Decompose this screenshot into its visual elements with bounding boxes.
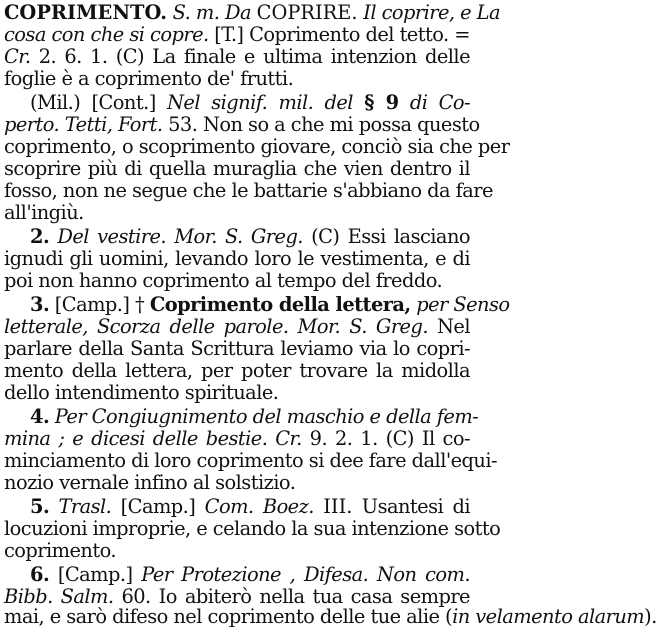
sense-number: 2.	[30, 225, 50, 248]
sense-gloss: Per Congiugnimento del maschio e della fem-	[54, 405, 479, 428]
citation-1-line	[4, 46, 470, 68]
sense-text: mento della lettera, per poter trovare la midolla	[4, 359, 470, 382]
sense-text: Essi lasciano	[347, 225, 471, 248]
entry-headline	[4, 1, 501, 24]
latin-quote: in	[452, 605, 470, 628]
sense-number: 5.	[30, 495, 50, 518]
part-of-speech: S. m.	[172, 1, 220, 24]
sense-text: ignudi gli uomini, levando loro le vestimenta, e di	[4, 247, 470, 270]
bold-phrase: Coprimento della lettera,	[149, 293, 411, 316]
sense-mil-line-6	[4, 202, 470, 224]
headword: COPRIMENTO.	[4, 1, 167, 24]
sense-tag: [Camp.]	[57, 563, 133, 586]
sense-gloss: per Senso	[416, 293, 510, 316]
citation-source: Cr.	[4, 45, 31, 68]
sense-tag: (C)	[385, 427, 414, 450]
sense-text: scoprire più di quella muraglia che vien dentro il	[4, 157, 470, 180]
sense-gloss: di Co-	[409, 91, 470, 114]
definition-continuation: cosa con che si copre.	[4, 23, 209, 46]
sense-4-line-3	[4, 449, 498, 472]
sense-5-line-3	[4, 540, 470, 562]
sense-gloss: Per Protezione , Difesa. Non com.	[141, 563, 470, 586]
sense-text: parlare della Santa Scrittura leviamo via lo copri-	[4, 337, 470, 360]
sense-3-line-3	[4, 338, 470, 360]
sense-gloss: letterale, Scorza delle parole. Mor. S. Greg.	[4, 315, 428, 338]
latin-close: ).	[644, 605, 657, 628]
sense-source: Tetti, Fort.	[64, 113, 163, 136]
sense-2-line-3	[4, 270, 470, 292]
sense-text: Io abiterò nella tua casa sempre	[158, 585, 470, 608]
sense-ref: 60.	[121, 585, 151, 608]
sense-2-line	[30, 226, 470, 248]
latin-open: (	[445, 605, 453, 628]
sense-text: nozio vernale infino al solstizio.	[4, 471, 296, 494]
sense-ref: 9. 2. 1.	[309, 427, 378, 450]
citation-ref: 2. 6. 1.	[38, 45, 108, 68]
sense-mil-line	[30, 92, 470, 114]
sense-text: Il co-	[421, 427, 470, 450]
sense-3-line-5	[4, 382, 470, 404]
sense-text: coprimento.	[4, 539, 117, 562]
sense-4-line	[30, 405, 479, 428]
definition-tag: [T.]	[214, 23, 244, 46]
sense-mil-line-3	[4, 135, 510, 158]
section-ref: § 9	[364, 91, 399, 114]
sense-text: mai, e sarò difeso nel coprimento delle tue alie	[4, 605, 440, 628]
sense-number: 4.	[30, 405, 50, 428]
sense-gloss: Nel signif. mil. del	[166, 91, 353, 114]
sense-3-line-4	[4, 360, 470, 382]
sense-text: all'ingiù.	[4, 201, 84, 224]
sense-text: locuzioni improprie, e celando la sua intenzione sotto	[4, 517, 501, 540]
sense-text: dello intendimento spirituale.	[4, 381, 279, 404]
sense-4-line-4	[4, 472, 470, 494]
latin-quote: velamento alarum	[475, 605, 645, 628]
citation-text: La finale e ultima intenzion delle	[152, 45, 470, 68]
entry-definition-line	[4, 24, 470, 46]
sense-text: coprimento, o scoprimento giovare, conciò sia che per	[4, 135, 510, 158]
sense-text: fosso, non ne segue che le battarie s'abbiano da fare	[4, 179, 493, 202]
sense-source: Com. Boez.	[204, 495, 314, 518]
sense-4-line-2	[4, 428, 470, 450]
etymology-prefix: Da	[224, 1, 251, 24]
sense-3-line-2	[4, 316, 470, 338]
sense-mil-line-4	[4, 158, 470, 180]
sense-gloss: perto.	[4, 113, 60, 136]
sense-text: Nel	[437, 315, 470, 338]
sense-mil-line-5	[4, 179, 493, 202]
sense-text: minciamento di loro coprimento si dee fare dall'equi-	[4, 449, 498, 472]
sense-tag: (C)	[311, 225, 340, 248]
sense-source-ref: 53.	[168, 113, 198, 136]
sense-gloss: Del vestire. Mor. S. Greg.	[57, 225, 303, 248]
definition-example: Coprimento del tetto. =	[249, 23, 470, 46]
etymology-source: COPRIRE.	[256, 1, 358, 24]
citation-tag: (C)	[115, 45, 145, 68]
sense-source-ref: III.	[323, 495, 353, 518]
sense-number: 6.	[30, 563, 50, 586]
dagger-mark: †	[135, 293, 145, 316]
sense-5-line	[30, 496, 470, 518]
sense-text: Non so a che mi possa questo	[202, 113, 480, 136]
sense-text: poi non hanno coprimento al tempo del freddo.	[4, 269, 443, 292]
sense-2-line-2	[4, 248, 470, 270]
sense-text: Usantesi di	[361, 495, 471, 518]
sense-number: 3.	[30, 293, 50, 316]
sense-mil-line-2	[4, 113, 480, 136]
dictionary-page	[4, 1, 510, 614]
citation-1-line-2	[4, 68, 470, 90]
sense-tag: [Camp.]	[120, 495, 196, 518]
citation-text: foglie è a coprimento de' frutti.	[4, 67, 294, 90]
sense-gloss: mina ; e dicesi delle bestie. Cr.	[4, 427, 302, 450]
sense-tag: [Camp.]	[54, 293, 130, 316]
sense-5-line-2	[4, 517, 501, 540]
sense-3-line	[30, 293, 510, 316]
sense-tags: (Mil.) [Cont.]	[30, 91, 156, 114]
sense-gloss: Trasl.	[58, 495, 112, 518]
sense-source: Bibb. Salm.	[4, 585, 114, 608]
definition-italic: Il coprire, e La	[363, 1, 501, 24]
